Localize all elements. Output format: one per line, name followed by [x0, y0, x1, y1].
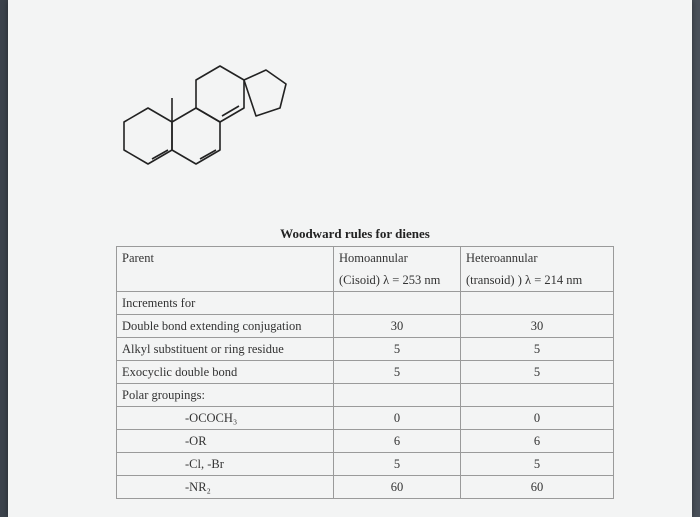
polar-row-label: -OR	[117, 430, 334, 453]
polar-row-homo-value: 5	[334, 453, 461, 476]
polar-header-row	[117, 384, 614, 407]
polar-homo-blank	[334, 384, 461, 407]
steroid-diene-structure	[100, 40, 330, 185]
heteroannular-lambda: (transoid) ) λ = 214 nm	[461, 269, 614, 292]
header-row-2	[117, 269, 614, 292]
table-row	[117, 407, 614, 430]
increments-hetero-blank	[461, 292, 614, 315]
ring-c	[196, 66, 244, 122]
polar-row-homo-value: 60	[334, 476, 461, 499]
row-label: Double bond extending conjugation	[117, 315, 334, 338]
polar-row-label: -OCOCH₃	[117, 407, 334, 430]
polar-row-homo-value: 0	[334, 407, 461, 430]
row-label: Alkyl substituent or ring residue	[117, 338, 334, 361]
heteroannular-label: Heteroannular	[461, 247, 614, 270]
polar-row-hetero-value: 5	[461, 453, 614, 476]
table-row	[117, 453, 614, 476]
polar-row-label: -NR₂	[117, 476, 334, 499]
polar-row-homo-value: 6	[334, 430, 461, 453]
polar-row-hetero-value: 6	[461, 430, 614, 453]
header-row-1	[117, 247, 614, 270]
ring-b	[172, 108, 220, 164]
polar-hetero-blank	[461, 384, 614, 407]
parent-blank	[117, 269, 334, 292]
increments-label: Increments for	[117, 292, 334, 315]
homoannular-label: Homoannular	[334, 247, 461, 270]
row-homo-value: 30	[334, 315, 461, 338]
polar-row-hetero-value: 60	[461, 476, 614, 499]
row-hetero-value: 5	[461, 338, 614, 361]
woodward-rules-table	[116, 246, 614, 499]
polar-groupings-label: Polar groupings:	[117, 384, 334, 407]
homoannular-lambda: (Cisoid) λ = 253 nm	[334, 269, 461, 292]
ring-d	[244, 70, 286, 116]
row-hetero-value: 5	[461, 361, 614, 384]
table-row	[117, 430, 614, 453]
table-row	[117, 361, 614, 384]
double-bond-bc	[222, 106, 239, 116]
table-row	[117, 315, 614, 338]
polar-row-label: -Cl, -Br	[117, 453, 334, 476]
ring-a	[124, 108, 172, 164]
parent-label: Parent	[117, 247, 334, 270]
document-page	[8, 0, 692, 517]
increments-homo-blank	[334, 292, 461, 315]
table-row	[117, 476, 614, 499]
row-label: Exocyclic double bond	[117, 361, 334, 384]
increments-row	[117, 292, 614, 315]
polar-row-hetero-value: 0	[461, 407, 614, 430]
table-row	[117, 338, 614, 361]
row-homo-value: 5	[334, 361, 461, 384]
row-hetero-value: 30	[461, 315, 614, 338]
row-homo-value: 5	[334, 338, 461, 361]
table-title: Woodward rules for dienes	[280, 226, 430, 241]
